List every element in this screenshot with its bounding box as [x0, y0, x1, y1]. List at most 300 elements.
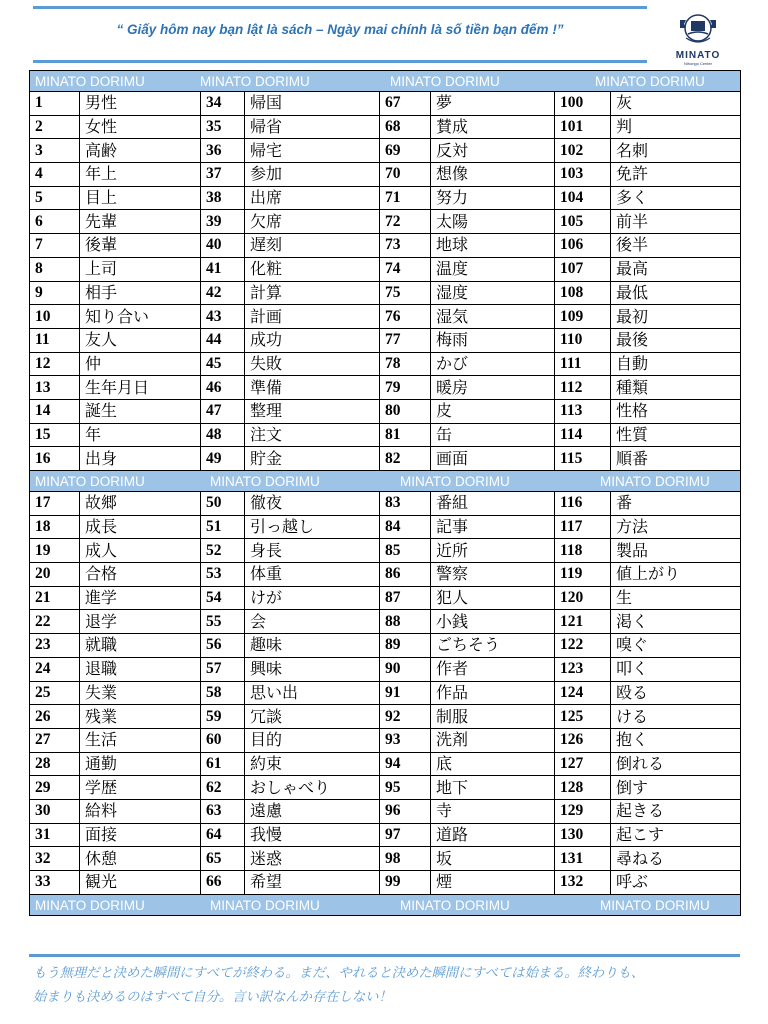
vocab-word: 方法: [611, 515, 741, 539]
vocab-word: 洗剤: [431, 728, 555, 752]
vocab-number: 7: [30, 234, 80, 258]
vocab-word: 学歴: [80, 776, 201, 800]
vocab-number: 17: [30, 492, 80, 516]
vocab-number: 40: [201, 234, 245, 258]
vocab-number: 90: [380, 657, 431, 681]
vocab-word: 呼ぶ: [611, 871, 741, 895]
vocab-word: 会: [245, 610, 380, 634]
vocab-number: 71: [380, 186, 431, 210]
vocab-word: 小銭: [431, 610, 555, 634]
vocab-number: 126: [555, 728, 611, 752]
vocab-row: [30, 447, 741, 471]
vocab-number: 13: [30, 376, 80, 400]
vocab-number: 38: [201, 186, 245, 210]
vocab-word: 嗅ぐ: [611, 634, 741, 658]
vocab-word: 抱く: [611, 728, 741, 752]
vocab-word: 想像: [431, 163, 555, 187]
vocab-number: 33: [30, 871, 80, 895]
banner-label: MINATO DORIMU: [35, 474, 145, 489]
vocab-number: 113: [555, 399, 611, 423]
vocab-number: 15: [30, 423, 80, 447]
vocab-number: 88: [380, 610, 431, 634]
vocab-number: 121: [555, 610, 611, 634]
vocab-number: 98: [380, 847, 431, 871]
banner-label: MINATO DORIMU: [600, 474, 710, 489]
vocab-number: 27: [30, 728, 80, 752]
vocab-word: 知り合い: [80, 305, 201, 329]
vocab-number: 58: [201, 681, 245, 705]
vocab-number: 14: [30, 399, 80, 423]
logo-text: MINATO: [675, 50, 721, 61]
vocab-word: 高齢: [80, 139, 201, 163]
vocab-word: 上司: [80, 257, 201, 281]
vocab-word: 成功: [245, 328, 380, 352]
vocab-row: [30, 305, 741, 329]
vocab-word: 地球: [431, 234, 555, 258]
vocab-word: 約束: [245, 752, 380, 776]
vocab-number: 53: [201, 563, 245, 587]
vocab-row: [30, 257, 741, 281]
vocab-word: 最低: [611, 281, 741, 305]
vocab-word: 殴る: [611, 681, 741, 705]
vocab-number: 112: [555, 376, 611, 400]
vocab-number: 51: [201, 515, 245, 539]
vocab-word: 湿度: [431, 281, 555, 305]
vocab-word: 希望: [245, 871, 380, 895]
vocab-word: 画面: [431, 447, 555, 471]
vocab-number: 46: [201, 376, 245, 400]
vocab-word: 進学: [80, 586, 201, 610]
vocab-word: 整理: [245, 399, 380, 423]
vocab-number: 111: [555, 352, 611, 376]
vocab-number: 32: [30, 847, 80, 871]
vocab-number: 39: [201, 210, 245, 234]
vocab-number: 103: [555, 163, 611, 187]
vocab-row: [30, 115, 741, 139]
vocab-word: 生: [611, 586, 741, 610]
vocab-number: 56: [201, 634, 245, 658]
vocab-row: [30, 657, 741, 681]
vocab-word: 目上: [80, 186, 201, 210]
vocab-number: 55: [201, 610, 245, 634]
vocab-word: 面接: [80, 823, 201, 847]
vocab-number: 84: [380, 515, 431, 539]
vocab-word: 徹夜: [245, 492, 380, 516]
vocab-row: [30, 281, 741, 305]
vocab-number: 131: [555, 847, 611, 871]
vocab-row: [30, 186, 741, 210]
vocab-number: 87: [380, 586, 431, 610]
vocab-word: 倒す: [611, 776, 741, 800]
vocab-word: 皮: [431, 399, 555, 423]
vocab-row: [30, 847, 741, 871]
vocab-word: 自動: [611, 352, 741, 376]
vocab-number: 12: [30, 352, 80, 376]
vocab-number: 67: [380, 92, 431, 116]
vocab-number: 97: [380, 823, 431, 847]
vocab-number: 95: [380, 776, 431, 800]
vocab-number: 34: [201, 92, 245, 116]
vocab-row: [30, 376, 741, 400]
vocab-word: 賛成: [431, 115, 555, 139]
vocab-word: 性質: [611, 423, 741, 447]
vocab-word: 目的: [245, 728, 380, 752]
vocab-word: 制服: [431, 705, 555, 729]
vocab-number: 99: [380, 871, 431, 895]
vocab-word: おしゃべり: [245, 776, 380, 800]
vocab-number: 31: [30, 823, 80, 847]
vocab-number: 73: [380, 234, 431, 258]
vocab-number: 119: [555, 563, 611, 587]
vocab-word: 暖房: [431, 376, 555, 400]
vocab-row: [30, 163, 741, 187]
vocab-word: 帰国: [245, 92, 380, 116]
vocab-number: 116: [555, 492, 611, 516]
vocab-word: 失業: [80, 681, 201, 705]
vocab-number: 1: [30, 92, 80, 116]
banner-label: MINATO DORIMU: [400, 474, 510, 489]
vocab-word: 順番: [611, 447, 741, 471]
vocab-row: [30, 871, 741, 895]
banner-label: MINATO DORIMU: [210, 897, 320, 913]
vocab-word: 欠席: [245, 210, 380, 234]
vocab-number: 19: [30, 539, 80, 563]
vocab-number: 92: [380, 705, 431, 729]
vocab-row: [30, 352, 741, 376]
vocab-number: 132: [555, 871, 611, 895]
vocab-number: 41: [201, 257, 245, 281]
vocab-word: 女性: [80, 115, 201, 139]
vocab-word: 叩く: [611, 657, 741, 681]
vocab-word: 缶: [431, 423, 555, 447]
vocab-number: 42: [201, 281, 245, 305]
vocab-word: 最初: [611, 305, 741, 329]
vocab-word: 太陽: [431, 210, 555, 234]
vocab-word: 煙: [431, 871, 555, 895]
vocab-number: 26: [30, 705, 80, 729]
header-rule: [33, 60, 647, 63]
vocab-row: [30, 399, 741, 423]
vocab-number: 5: [30, 186, 80, 210]
vocab-row: [30, 799, 741, 823]
banner-label: MINATO DORIMU: [200, 74, 310, 89]
vocab-number: 37: [201, 163, 245, 187]
vocab-number: 83: [380, 492, 431, 516]
vocab-word: 番: [611, 492, 741, 516]
vocab-word: 就職: [80, 634, 201, 658]
vocab-number: 49: [201, 447, 245, 471]
vocab-word: 帰宅: [245, 139, 380, 163]
vocab-number: 79: [380, 376, 431, 400]
vocab-word: 年上: [80, 163, 201, 187]
vocab-word: かび: [431, 352, 555, 376]
vocab-word: 名刺: [611, 139, 741, 163]
vocab-word: 渇く: [611, 610, 741, 634]
vocab-number: 104: [555, 186, 611, 210]
vocab-number: 89: [380, 634, 431, 658]
vocab-word: 生年月日: [80, 376, 201, 400]
vocab-row: [30, 776, 741, 800]
vocab-word: 休憩: [80, 847, 201, 871]
vocab-number: 108: [555, 281, 611, 305]
vocab-number: 130: [555, 823, 611, 847]
vocab-number: 70: [380, 163, 431, 187]
vocab-word: 最高: [611, 257, 741, 281]
vocab-word: 地下: [431, 776, 555, 800]
vocab-word: 後輩: [80, 234, 201, 258]
vocab-word: 底: [431, 752, 555, 776]
vocab-word: 出席: [245, 186, 380, 210]
footer-text: [33, 962, 733, 1010]
vocab-word: 尋ねる: [611, 847, 741, 871]
vocab-row: [30, 139, 741, 163]
vocab-word: 貯金: [245, 447, 380, 471]
vocab-number: 45: [201, 352, 245, 376]
vocab-number: 9: [30, 281, 80, 305]
vocab-word: 先輩: [80, 210, 201, 234]
vocab-word: 性格: [611, 399, 741, 423]
vocab-word: 年: [80, 423, 201, 447]
vocab-word: 遠慮: [245, 799, 380, 823]
vocab-word: 通勤: [80, 752, 201, 776]
vocab-word: 免許: [611, 163, 741, 187]
vocab-row: [30, 586, 741, 610]
vocab-number: 25: [30, 681, 80, 705]
vocab-word: 製品: [611, 539, 741, 563]
vocab-number: 123: [555, 657, 611, 681]
vocab-number: 22: [30, 610, 80, 634]
section-banner: [30, 471, 741, 492]
section-banner: [30, 71, 741, 92]
vocab-word: 故郷: [80, 492, 201, 516]
vocab-word: 観光: [80, 871, 201, 895]
vocab-word: 身長: [245, 539, 380, 563]
vocab-word: 梅雨: [431, 328, 555, 352]
vocab-number: 66: [201, 871, 245, 895]
vocab-number: 127: [555, 752, 611, 776]
vocab-number: 2: [30, 115, 80, 139]
vocab-word: けが: [245, 586, 380, 610]
vocab-word: 参加: [245, 163, 380, 187]
vocab-number: 115: [555, 447, 611, 471]
vocab-word: 起きる: [611, 799, 741, 823]
vocab-number: 63: [201, 799, 245, 823]
vocab-number: 23: [30, 634, 80, 658]
vocab-number: 74: [380, 257, 431, 281]
vocab-number: 129: [555, 799, 611, 823]
vocab-number: 85: [380, 539, 431, 563]
vocab-row: [30, 728, 741, 752]
vocab-word: 種類: [611, 376, 741, 400]
vocab-word: 出身: [80, 447, 201, 471]
vocab-number: 120: [555, 586, 611, 610]
vocab-number: 122: [555, 634, 611, 658]
vocab-row: [30, 92, 741, 116]
vocab-number: 82: [380, 447, 431, 471]
vocab-word: 作品: [431, 681, 555, 705]
vocab-word: 反対: [431, 139, 555, 163]
vocab-word: 値上がり: [611, 563, 741, 587]
vocab-number: 114: [555, 423, 611, 447]
vocab-row: [30, 752, 741, 776]
vocab-word: 計算: [245, 281, 380, 305]
vocab-number: 28: [30, 752, 80, 776]
banner-label: MINATO DORIMU: [400, 897, 510, 913]
vocab-number: 96: [380, 799, 431, 823]
vocab-number: 54: [201, 586, 245, 610]
vocab-number: 94: [380, 752, 431, 776]
vocab-word: 多く: [611, 186, 741, 210]
banner-label: MINATO DORIMU: [595, 74, 705, 89]
vocab-number: 65: [201, 847, 245, 871]
vocab-number: 86: [380, 563, 431, 587]
vocab-row: [30, 539, 741, 563]
vocab-number: 29: [30, 776, 80, 800]
vocab-word: 注文: [245, 423, 380, 447]
vocab-word: 温度: [431, 257, 555, 281]
vocab-word: 退学: [80, 610, 201, 634]
vocab-word: 引っ越し: [245, 515, 380, 539]
vocab-row: [30, 492, 741, 516]
vocab-word: 夢: [431, 92, 555, 116]
vocab-row: [30, 610, 741, 634]
banner-label: MINATO DORIMU: [35, 74, 145, 89]
vocab-number: 35: [201, 115, 245, 139]
vocab-number: 3: [30, 139, 80, 163]
vocab-word: 迷惑: [245, 847, 380, 871]
bottom-rule: [29, 954, 740, 957]
vocab-word: 最後: [611, 328, 741, 352]
vocab-row: [30, 634, 741, 658]
vocab-number: 81: [380, 423, 431, 447]
vocab-word: 成人: [80, 539, 201, 563]
vocab-number: 18: [30, 515, 80, 539]
vocab-word: ける: [611, 705, 741, 729]
vocab-number: 16: [30, 447, 80, 471]
vocab-word: 男性: [80, 92, 201, 116]
vocab-number: 91: [380, 681, 431, 705]
vocab-row: [30, 423, 741, 447]
vocab-number: 102: [555, 139, 611, 163]
vocab-row: [30, 234, 741, 258]
vocab-number: 57: [201, 657, 245, 681]
vocab-row: [30, 823, 741, 847]
logo-subtitle: Nihongo Center: [683, 61, 713, 66]
vocab-word: 番組: [431, 492, 555, 516]
vocab-word: 道路: [431, 823, 555, 847]
vocab-number: 47: [201, 399, 245, 423]
vocab-number: 110: [555, 328, 611, 352]
vocab-word: 準備: [245, 376, 380, 400]
vocab-word: 計画: [245, 305, 380, 329]
banner-label: MINATO DORIMU: [210, 474, 320, 489]
vocab-number: 124: [555, 681, 611, 705]
vocab-number: 44: [201, 328, 245, 352]
vocab-number: 64: [201, 823, 245, 847]
vocab-word: 作者: [431, 657, 555, 681]
vocab-number: 62: [201, 776, 245, 800]
vocab-word: 生活: [80, 728, 201, 752]
vocab-number: 72: [380, 210, 431, 234]
vocab-number: 68: [380, 115, 431, 139]
vocab-number: 11: [30, 328, 80, 352]
vocab-word: 警察: [431, 563, 555, 587]
vocab-word: 趣味: [245, 634, 380, 658]
vocab-word: 起こす: [611, 823, 741, 847]
vocab-number: 125: [555, 705, 611, 729]
vocab-word: 灰: [611, 92, 741, 116]
vocab-word: 相手: [80, 281, 201, 305]
vocab-number: 59: [201, 705, 245, 729]
vocab-number: 30: [30, 799, 80, 823]
vocab-number: 6: [30, 210, 80, 234]
vocab-word: 遅刻: [245, 234, 380, 258]
vocab-row: [30, 515, 741, 539]
vocab-number: 106: [555, 234, 611, 258]
vocabulary-table: [29, 70, 741, 916]
vocab-word: 湿気: [431, 305, 555, 329]
vocab-number: 48: [201, 423, 245, 447]
vocab-word: 合格: [80, 563, 201, 587]
vocab-number: 101: [555, 115, 611, 139]
vocab-number: 117: [555, 515, 611, 539]
vocab-word: 帰省: [245, 115, 380, 139]
vocab-word: 残業: [80, 705, 201, 729]
section-banner: [30, 894, 741, 915]
vocab-word: 給料: [80, 799, 201, 823]
vocab-number: 80: [380, 399, 431, 423]
vocab-number: 107: [555, 257, 611, 281]
banner-label: MINATO DORIMU: [600, 897, 710, 913]
vocab-word: 友人: [80, 328, 201, 352]
vocab-word: 寺: [431, 799, 555, 823]
vocab-row: [30, 210, 741, 234]
vocab-number: 77: [380, 328, 431, 352]
vocab-number: 128: [555, 776, 611, 800]
vocab-row: [30, 563, 741, 587]
vocab-number: 36: [201, 139, 245, 163]
vocab-word: 仲: [80, 352, 201, 376]
header-quote: “ Giấy hôm nay bạn lật là sách – Ngày mai chính là số tiền bạn đếm !”: [116, 22, 564, 37]
vocab-word: 思い出: [245, 681, 380, 705]
vocab-word: 我慢: [245, 823, 380, 847]
vocab-row: [30, 705, 741, 729]
vocab-number: 76: [380, 305, 431, 329]
vocab-number: 105: [555, 210, 611, 234]
footer-line-2: 始まりも決めるのはすべて自分。言い訳なんか存在しない！: [33, 990, 392, 1005]
vocab-number: 100: [555, 92, 611, 116]
vocab-number: 10: [30, 305, 80, 329]
vocab-word: 興味: [245, 657, 380, 681]
vocab-number: 43: [201, 305, 245, 329]
footer-line-1: もう無理だと決めた瞬間にすべてが終わる。まだ、やれると決めた瞬間にすべては始まる。終わりも、: [33, 966, 645, 981]
vocab-number: 109: [555, 305, 611, 329]
banner-label: MINATO DORIMU: [390, 74, 500, 89]
vocab-word: 近所: [431, 539, 555, 563]
vocab-number: 61: [201, 752, 245, 776]
vocab-row: [30, 681, 741, 705]
vocab-word: 犯人: [431, 586, 555, 610]
vocab-number: 69: [380, 139, 431, 163]
vocab-number: 4: [30, 163, 80, 187]
vocab-number: 8: [30, 257, 80, 281]
vocab-word: 努力: [431, 186, 555, 210]
vocab-word: 後半: [611, 234, 741, 258]
vocab-word: 誕生: [80, 399, 201, 423]
vocab-word: 退職: [80, 657, 201, 681]
vocab-word: 冗談: [245, 705, 380, 729]
vocab-word: 前半: [611, 210, 741, 234]
